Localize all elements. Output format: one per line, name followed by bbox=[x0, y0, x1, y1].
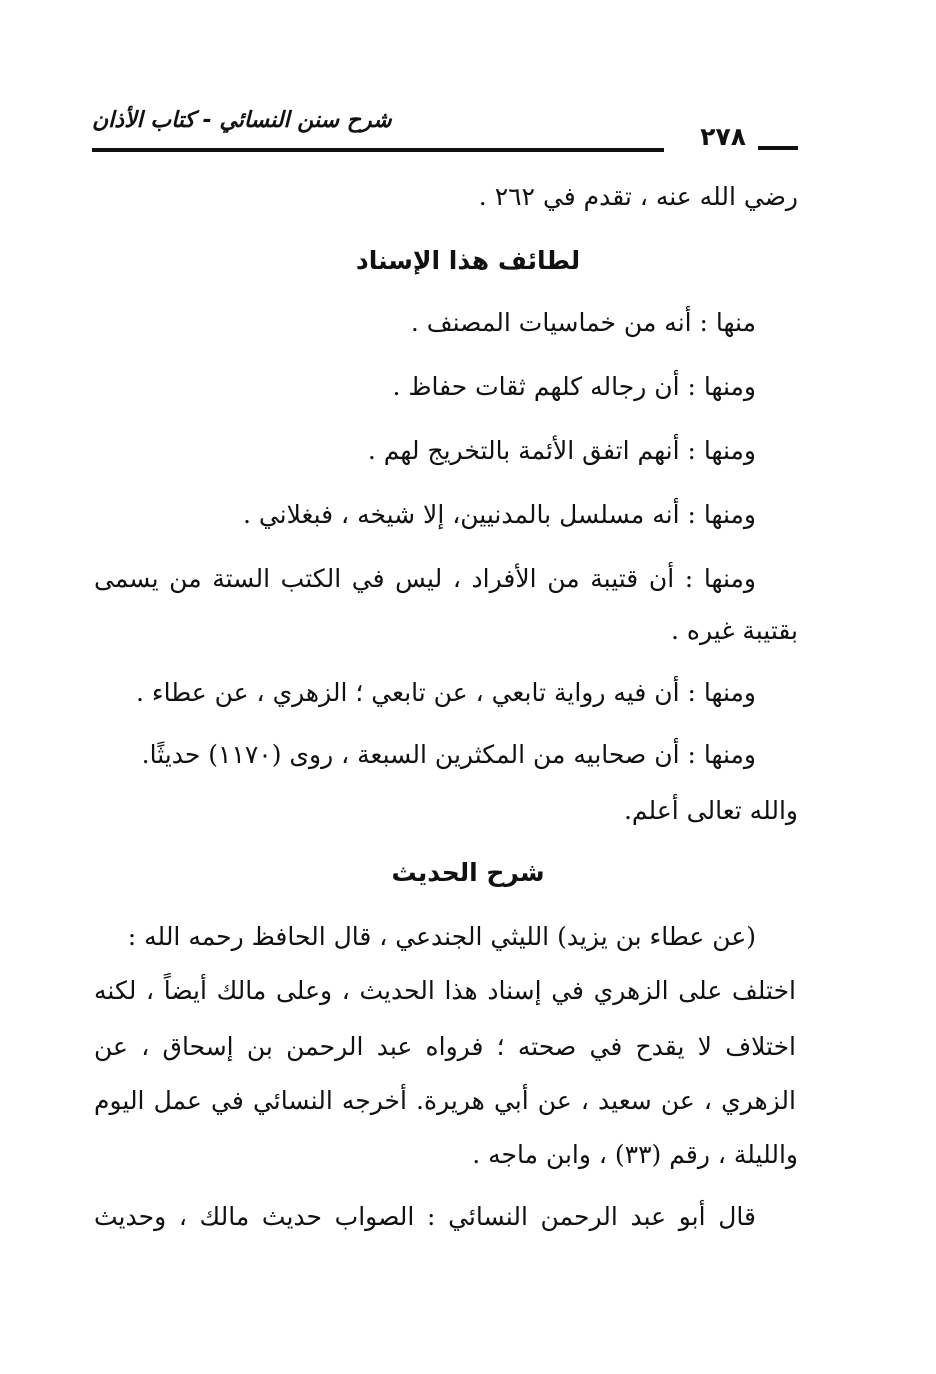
running-title: شرح سنن النسائي - كتاب الأذان bbox=[92, 108, 392, 133]
sharh-line: والليلة ، رقم (٣٣) ، وابن ماجه . bbox=[472, 1140, 798, 1169]
closing-line: والله تعالى أعلم. bbox=[623, 796, 798, 825]
sharh-line: اختلاف لا يقدح في صحته ؛ فرواه عبد الرحمن بن إسحاق ، عن bbox=[94, 1032, 796, 1061]
sharh-line: اختلف على الزهري في إسناد هذا الحديث ، وعلى مالك أيضاً ، لكنه bbox=[94, 976, 796, 1005]
isnad-item: ومنها : أنه مسلسل بالمدنيين، إلا شيخه ، فبغلاني . bbox=[242, 500, 756, 529]
sharh-line: قال أبو عبد الرحمن النسائي : الصواب حديث مالك ، وحديث bbox=[94, 1202, 756, 1231]
sharh-line: الزهري ، عن سعيد ، عن أبي هريرة. أخرجه النسائي في عمل اليوم bbox=[94, 1086, 796, 1115]
isnad-item: ومنها : أن فيه رواية تابعي ، عن تابعي ؛ الزهري ، عن عطاء . bbox=[136, 678, 756, 707]
isnad-item-continuation: بقتيبة غيره . bbox=[671, 616, 798, 645]
header-rule bbox=[92, 148, 664, 152]
page-number: ٢٧٨ bbox=[700, 122, 746, 151]
sharh-line: (عن عطاء بن يزيد) الليثي الجندعي ، قال الحافظ رحمه الله : bbox=[127, 922, 756, 951]
isnad-item: منها : أنه من خماسيات المصنف . bbox=[410, 308, 756, 337]
page-number-dash bbox=[758, 146, 798, 150]
heading-sharh: شرح الحديث bbox=[391, 858, 545, 887]
heading-isnad: لطائف هذا الإسناد bbox=[355, 246, 581, 275]
isnad-item: ومنها : أن قتيبة من الأفراد ، ليس في الكتب الستة من يسمى bbox=[94, 564, 756, 593]
intro-line: رضي الله عنه ، تقدم في ٢٦٢ . bbox=[478, 182, 798, 211]
isnad-item: ومنها : أن صحابيه من المكثرين السبعة ، روى (١١٧٠) حديثًا. bbox=[141, 740, 756, 769]
isnad-item: ومنها : أنهم اتفق الأئمة بالتخريج لهم . bbox=[367, 436, 756, 465]
isnad-item: ومنها : أن رجاله كلهم ثقات حفاظ . bbox=[392, 372, 756, 401]
page-header bbox=[92, 104, 798, 156]
